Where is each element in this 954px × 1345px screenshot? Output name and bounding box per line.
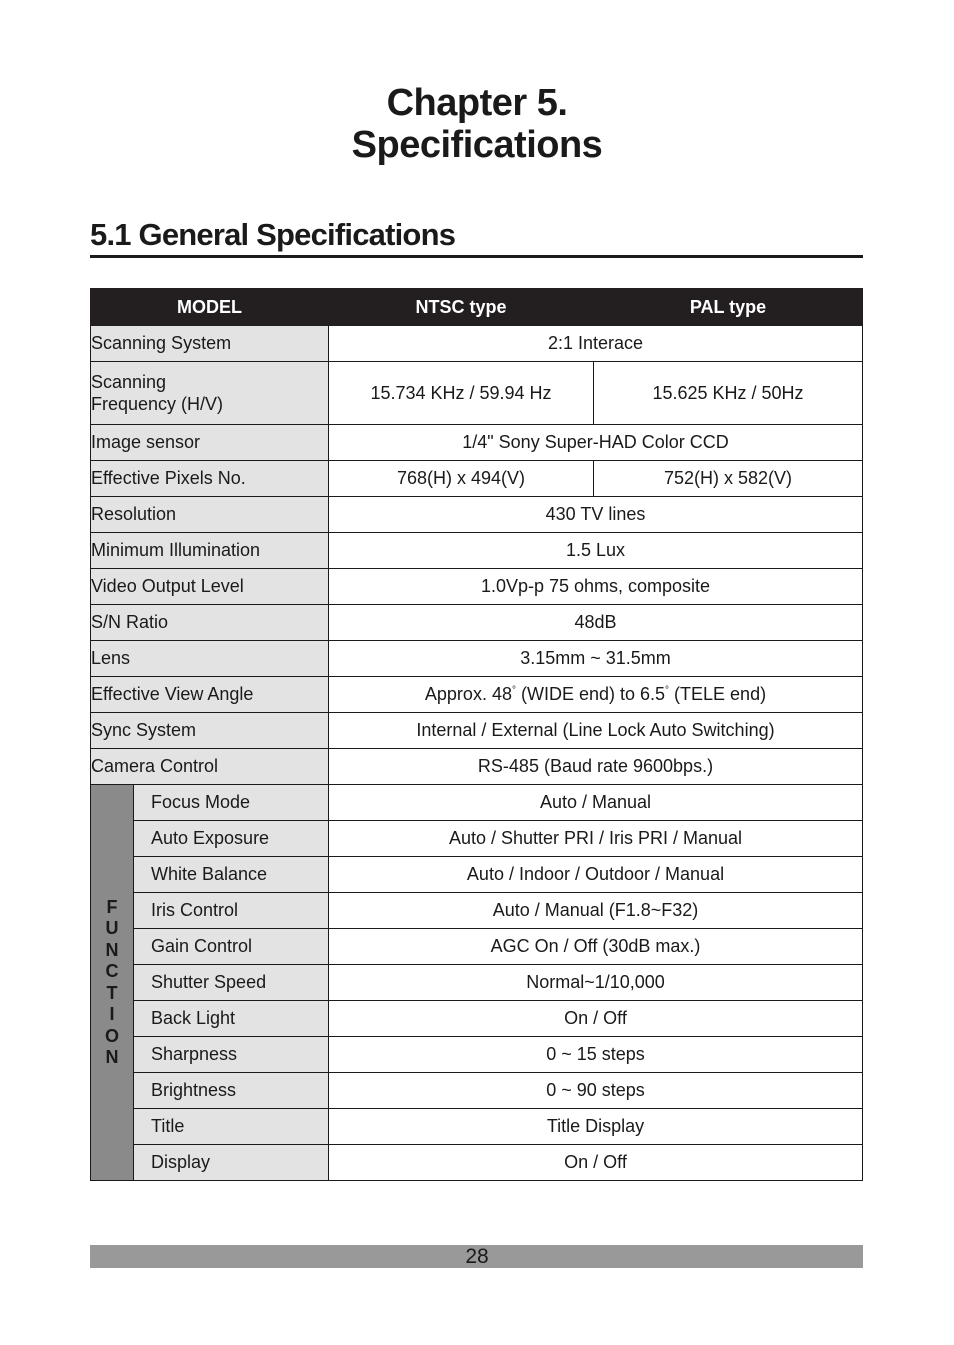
table-row <box>91 1001 863 1037</box>
row-value: Auto / Manual (F1.8~F32) <box>329 893 863 929</box>
table-row <box>91 749 863 785</box>
row-value: 3.15mm ~ 31.5mm <box>329 641 863 677</box>
chapter-title <box>0 82 954 166</box>
row-label: Back Light <box>134 1001 329 1037</box>
row-label: Gain Control <box>134 929 329 965</box>
function-letter: U <box>105 918 119 938</box>
specifications-table <box>90 288 863 1181</box>
function-letter: N <box>105 1047 119 1067</box>
row-label: Scanning System <box>91 326 329 362</box>
row-label: Effective View Angle <box>91 677 329 713</box>
row-label <box>91 362 329 425</box>
table-row <box>91 1145 863 1181</box>
row-value: On / Off <box>329 1145 863 1181</box>
row-value: 48dB <box>329 605 863 641</box>
chapter-number: Chapter 5. <box>386 82 568 124</box>
chapter-name: Specifications <box>351 124 603 166</box>
table-row <box>91 461 863 497</box>
row-value: Auto / Shutter PRI / Iris PRI / Manual <box>329 821 863 857</box>
row-value: Auto / Manual <box>329 785 863 821</box>
row-value <box>329 677 863 713</box>
table-row <box>91 1109 863 1145</box>
row-label-line: Frequency (H/V) <box>91 394 224 414</box>
table-row <box>91 497 863 533</box>
table-row <box>91 605 863 641</box>
row-label: Minimum Illumination <box>91 533 329 569</box>
row-value: 2:1 Interace <box>329 326 863 362</box>
degree-symbol: ° <box>511 685 516 696</box>
table-row <box>91 713 863 749</box>
table-row <box>91 785 863 821</box>
function-letter: T <box>106 982 118 1003</box>
function-letter: I <box>109 1004 115 1024</box>
row-label: Camera Control <box>91 749 329 785</box>
section-divider <box>90 255 863 258</box>
header-ntsc: NTSC type <box>329 289 594 326</box>
table-row <box>91 821 863 857</box>
row-value: 1.5 Lux <box>329 533 863 569</box>
table-header-row <box>91 289 863 326</box>
row-value-pal: 752(H) x 582(V) <box>594 461 863 497</box>
row-label: Effective Pixels No. <box>91 461 329 497</box>
row-label: Resolution <box>91 497 329 533</box>
row-value: On / Off <box>329 1001 863 1037</box>
row-value: Normal~1/10,000 <box>329 965 863 1001</box>
table-row <box>91 641 863 677</box>
table-row <box>91 1073 863 1109</box>
header-pal: PAL type <box>594 289 863 326</box>
row-value: 1.0Vp-p 75 ohms, composite <box>329 569 863 605</box>
row-label: Sharpness <box>134 1037 329 1073</box>
row-value: 1/4" Sony Super-HAD Color CCD <box>329 425 863 461</box>
row-label: White Balance <box>134 857 329 893</box>
row-label: S/N Ratio <box>91 605 329 641</box>
row-value: RS-485 (Baud rate 9600bps.) <box>329 749 863 785</box>
row-label: Video Output Level <box>91 569 329 605</box>
section-title: 5.1 General Specifications <box>90 217 456 252</box>
header-model: MODEL <box>91 289 329 326</box>
row-value-ntsc: 15.734 KHz / 59.94 Hz <box>329 362 594 425</box>
row-label: Sync System <box>91 713 329 749</box>
row-label: Brightness <box>134 1073 329 1109</box>
table-row <box>91 425 863 461</box>
table-row <box>91 1037 863 1073</box>
row-value-pal: 15.625 KHz / 50Hz <box>594 362 863 425</box>
table-row <box>91 569 863 605</box>
table-row <box>91 965 863 1001</box>
function-group-label <box>91 785 134 1181</box>
table-row <box>91 677 863 713</box>
view-angle-wide: Approx. 48 <box>424 684 512 704</box>
function-letter: O <box>104 1025 119 1046</box>
row-label: Lens <box>91 641 329 677</box>
row-value: 0 ~ 15 steps <box>329 1037 863 1073</box>
row-label: Focus Mode <box>134 785 329 821</box>
row-label: Shutter Speed <box>134 965 329 1001</box>
row-value: 0 ~ 90 steps <box>329 1073 863 1109</box>
table-row <box>91 929 863 965</box>
table-row <box>91 857 863 893</box>
page-number: 28 <box>465 1245 489 1268</box>
row-value: 430 TV lines <box>329 497 863 533</box>
function-letter: C <box>105 961 119 981</box>
table-row <box>91 362 863 425</box>
row-value-ntsc: 768(H) x 494(V) <box>329 461 594 497</box>
row-value: AGC On / Off (30dB max.) <box>329 929 863 965</box>
row-label: Display <box>134 1145 329 1181</box>
function-letter: N <box>105 939 119 960</box>
degree-symbol: ° <box>665 685 670 696</box>
row-label: Image sensor <box>91 425 329 461</box>
row-label: Title <box>134 1109 329 1145</box>
table-row <box>91 893 863 929</box>
row-label: Auto Exposure <box>134 821 329 857</box>
row-value: Internal / External (Line Lock Auto Switching) <box>329 713 863 749</box>
table-row <box>91 326 863 362</box>
view-angle-end: (TELE end) <box>669 684 767 704</box>
view-angle-tele: (WIDE end) to 6.5 <box>515 684 666 704</box>
row-label: Iris Control <box>134 893 329 929</box>
table-row <box>91 533 863 569</box>
function-letter: F <box>106 896 118 917</box>
row-value: Auto / Indoor / Outdoor / Manual <box>329 857 863 893</box>
row-label-line: Scanning <box>91 372 167 392</box>
row-value: Title Display <box>329 1109 863 1145</box>
